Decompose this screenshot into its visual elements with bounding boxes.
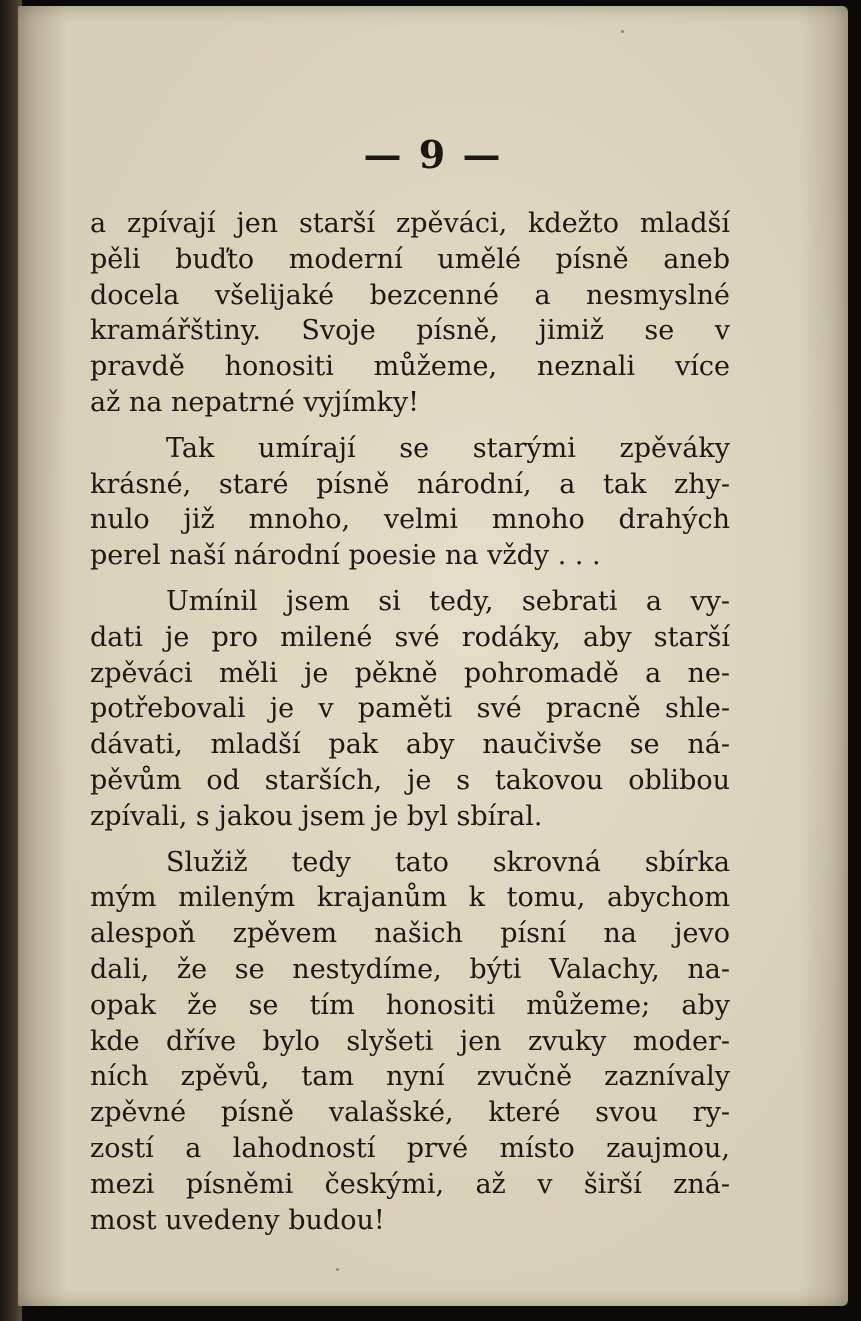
text-line: pěli buďto moderní umělé písně aneb <box>90 243 730 275</box>
text-line: zostí a lahodností prvé místo zaujmou, <box>90 1132 730 1164</box>
text-line: Umínil jsem si tedy, sebrati a vy- <box>166 585 730 617</box>
paragraph-2 <box>90 431 730 574</box>
book-page <box>18 6 848 1306</box>
text-line: zpěvné písně valašské, které svou ry- <box>90 1097 730 1129</box>
paragraph-1 <box>90 206 730 421</box>
text-line: opak že se tím honositi můžeme; aby <box>90 989 730 1021</box>
text-line: dali, že se nestydíme, býti Valachy, na- <box>90 953 730 985</box>
text-line: kde dříve bylo slyšeti jen zvuky moder- <box>90 1025 730 1057</box>
text-line: mým mileným krajanům k tomu, abychom <box>90 882 730 914</box>
text-line: Služiž tedy tato skrovná sbírka <box>166 846 730 878</box>
text-line: nulo již mnoho, velmi mnoho drahých <box>90 504 730 536</box>
paragraph-4 <box>90 845 730 1239</box>
text-line: až na nepatrné vyjímky! <box>90 386 420 418</box>
text-line: pravdě honositi můžeme, neznali více <box>90 351 730 383</box>
page-number: — 9 — <box>363 132 503 177</box>
text-line: kramářštiny. Svoje písně, jimiž se v <box>90 315 730 347</box>
text-line: pěvům od starších, je s takovou oblibou <box>90 764 730 796</box>
text-line: potřebovali je v paměti své pracně shle- <box>90 693 730 725</box>
text-line: perel naší národní poesie na vždy . . . <box>90 540 601 572</box>
text-line: krásné, staré písně národní, a tak zhy- <box>90 468 730 500</box>
paper-speck <box>336 1268 339 1271</box>
text-line: zpěváci měli je pěkně pohromadě a ne- <box>90 657 730 689</box>
text-line: dati je pro milené své rodáky, aby starší <box>90 621 730 653</box>
text-line: alespoň zpěvem našich písní na jevo <box>90 918 730 950</box>
paper-speck <box>621 30 624 33</box>
text-line: a zpívají jen starší zpěváci, kdežto mladší <box>90 208 730 239</box>
text-line: ních zpěvů, tam nyní zvučně zaznívaly <box>90 1061 730 1093</box>
body-text <box>90 206 730 1238</box>
text-line: mezi písněmi českými, až v širší zná- <box>90 1168 730 1200</box>
text-line: most uvedeny budou! <box>90 1204 385 1236</box>
text-line: docela všelijaké bezcenné a nesmyslné <box>90 279 730 311</box>
paragraph-3 <box>90 584 730 835</box>
text-line: zpívali, s jakou jsem je byl sbíral. <box>90 800 543 832</box>
text-line: dávati, mladší pak aby naučivše se ná- <box>90 729 730 761</box>
text-line: Tak umírají se starými zpěváky <box>166 432 730 464</box>
